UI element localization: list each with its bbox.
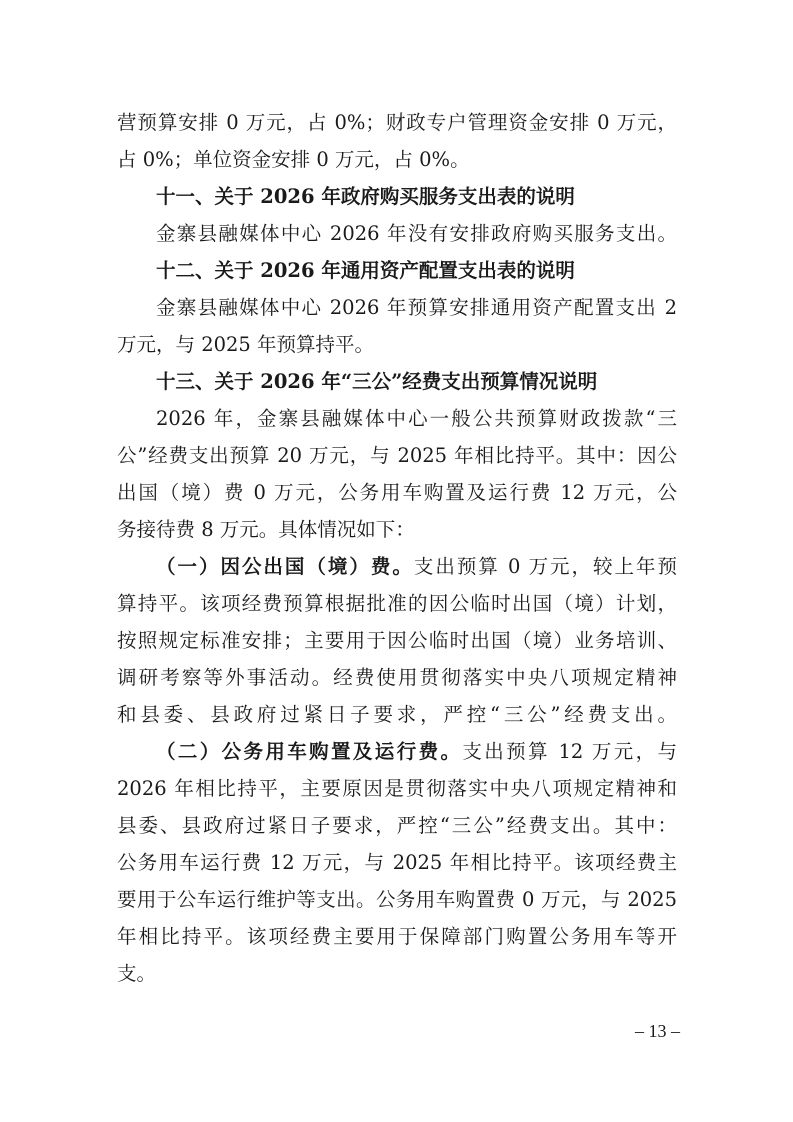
text-line: 公务用车运行费 12 万元，与 2025 年相比持平。该项经费主 <box>117 851 677 874</box>
text-line: 金寨县融媒体中心 2026 年没有安排政府购买服务支出。 <box>156 222 677 245</box>
subsection-line <box>117 548 677 585</box>
subsection-title-2: （二）公务用车购置及运行费。 <box>156 740 463 763</box>
page-number: – 13 – <box>635 1021 680 1041</box>
text-line: 年相比持平。该项经费主要用于保障部门购置公务用车等开 <box>117 925 677 948</box>
text-line: 县委、县政府过紧日子要求，严控“三公”经费支出。其中： <box>117 814 677 837</box>
text-line: 金寨县融媒体中心 2026 年预算安排通用资产配置支出 2 <box>156 296 677 319</box>
text-line: 按照规定标准安排；主要用于因公临时出国（境）业务培训、 <box>117 629 677 652</box>
text-line: 2026 年相比持平，主要原因是贯彻落实中央八项规定精神和 <box>117 777 677 800</box>
subsection-line <box>117 733 677 770</box>
text-line: 支。 <box>117 962 157 985</box>
text-line: 出国（境）费 0 万元，公务用车购置及运行费 12 万元，公 <box>117 481 677 504</box>
section-heading-13: 十三、关于 2026 年“三公”经费支出预算情况说明 <box>156 370 598 393</box>
text-line: 万元，与 2025 年预算持平。 <box>117 333 375 356</box>
subsection-text: 支出预算 0 万元，较上年预 <box>413 555 677 578</box>
subsection-text: 支出预算 12 万元，与 <box>462 740 677 763</box>
section-heading-12: 十二、关于 2026 年通用资产配置支出表的说明 <box>156 259 575 282</box>
text-line: 和县委、县政府过紧日子要求，严控“三公”经费支出。 <box>117 703 677 726</box>
text-line: 营预算安排 0 万元，占 0%；财政专户管理资金安排 0 万元， <box>117 111 677 134</box>
subsection-title-1: （一）因公出国（境）费。 <box>156 555 414 578</box>
body-text <box>117 104 677 992</box>
text-line: 要用于公车运行维护等支出。公务用车购置费 0 万元，与 2025 <box>117 888 677 911</box>
text-line: 占 0%；单位资金安排 0 万元，占 0%。 <box>117 148 470 171</box>
text-line: 公”经费支出预算 20 万元，与 2025 年相比持平。其中：因公 <box>117 444 677 467</box>
text-line: 算持平。该项经费预算根据批准的因公临时出国（境）计划， <box>117 592 677 615</box>
text-line: 务接待费 8 万元。具体情况如下： <box>117 518 415 541</box>
section-heading-11: 十一、关于 2026 年政府购买服务支出表的说明 <box>156 185 575 208</box>
text-line: 2026 年，金寨县融媒体中心一般公共预算财政拨款“三 <box>156 407 677 430</box>
text-line: 调研考察等外事活动。经费使用贯彻落实中央八项规定精神 <box>117 666 677 689</box>
